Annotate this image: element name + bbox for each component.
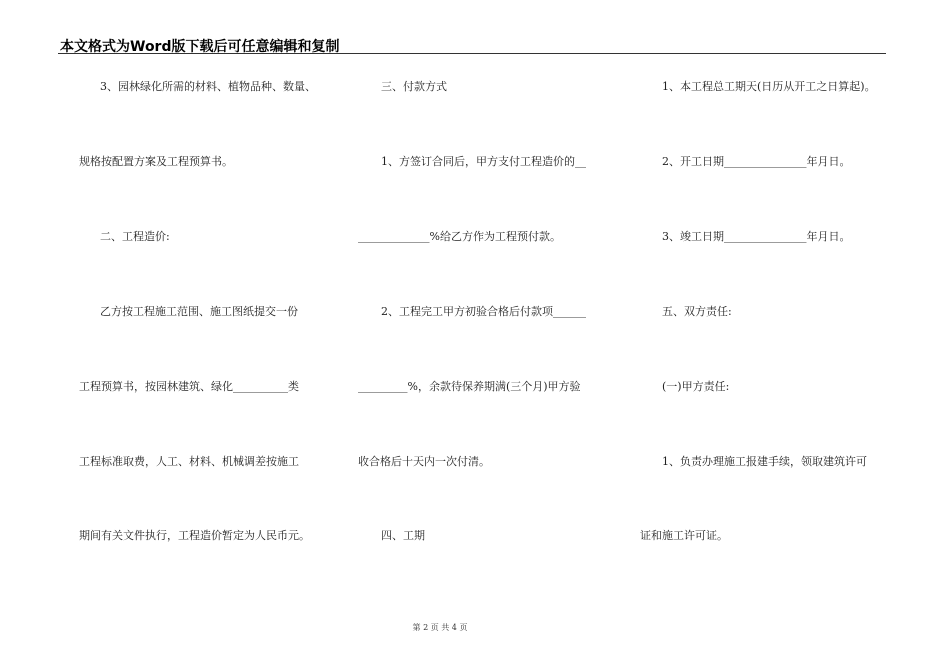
col2-line-5: _________%，余款待保养期满(三个月)甲方验 — [358, 380, 581, 393]
col3-line-7: 证和施工许可证。 — [640, 529, 728, 542]
header-divider — [58, 53, 886, 54]
col3-line-5: (一)甲方责任: — [662, 380, 730, 393]
col3-line-2: 2、开工日期_______________年月日。 — [662, 155, 851, 168]
col1-line-6: 工程标准取费，人工、材料、机械调差按施工 — [79, 455, 299, 468]
col2-line-7: 四、工期 — [381, 529, 425, 542]
col3-line-1: 1、本工程总工期天(日历从开工之日算起)。 — [662, 80, 876, 93]
col2-line-3: _____________%给乙方作为工程预付款。 — [358, 230, 561, 243]
page-number-footer: 第 2 页 共 4 页 — [412, 623, 468, 632]
col2-line-2: 1、方签订合同后，甲方支付工程造价的__ — [381, 155, 586, 168]
col1-line-5: 工程预算书，按园林建筑、绿化__________类 — [79, 380, 299, 393]
col1-line-7: 期间有关文件执行，工程造价暂定为人民币元。 — [79, 529, 310, 542]
col3-line-3: 3、竣工日期_______________年月日。 — [662, 230, 851, 243]
col3-line-6: 1、负责办理施工报建手续，领取建筑许可 — [662, 455, 867, 468]
col2-line-1: 三、付款方式 — [381, 80, 447, 93]
col1-line-3: 二、工程造价: — [100, 230, 170, 243]
col1-line-2: 规格按配置方案及工程预算书。 — [79, 155, 233, 168]
col1-line-4: 乙方按工程施工范围、施工图纸提交一份 — [100, 305, 298, 318]
col3-line-4: 五、双方责任: — [662, 305, 732, 318]
document-header-title: 本文格式为Word版下载后可任意编辑和复制 — [60, 39, 340, 55]
col2-line-6: 收合格后十天内一次付清。 — [358, 455, 490, 468]
col2-line-4: 2、工程完工甲方初验合格后付款项______ — [381, 305, 586, 318]
col1-line-1: 3、园林绿化所需的材料、植物品种、数量、 — [100, 80, 316, 93]
